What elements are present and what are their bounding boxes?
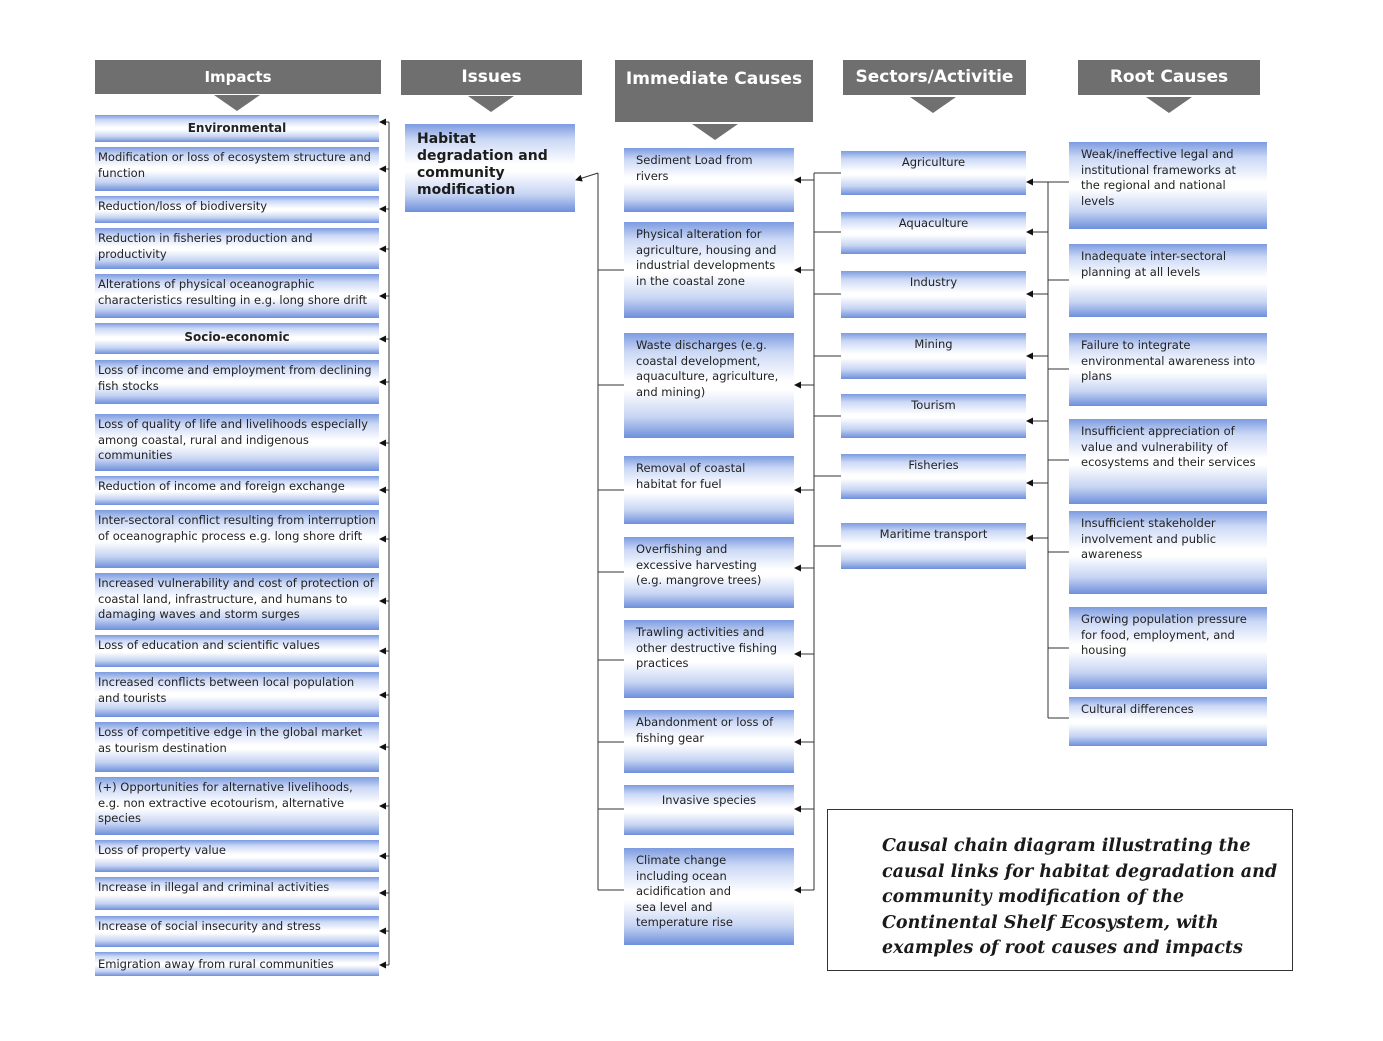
impact-item: Reduction of income and foreign exchange (95, 476, 379, 505)
impact-category-environmental: Environmental (95, 115, 379, 142)
immediate-cause-item: Removal of coastal habitat for fuel (624, 456, 794, 524)
immediate-cause-item: Overfishing and excessive harvesting (e.g. mangrove trees) (624, 537, 794, 608)
impact-item: Reduction in fisheries production and productivity (95, 228, 379, 269)
header-issues: Issues (401, 60, 582, 95)
impact-item: Inter-sectoral conflict resulting from interruption of oceanographic process e.g. long shore drift (95, 510, 379, 568)
impact-item: Loss of quality of life and livelihoods especially among coastal, rural and indigenous communities (95, 414, 379, 471)
header-impacts: Impacts (95, 60, 381, 94)
sector-item: Agriculture (841, 151, 1026, 195)
impact-category-socio-economic: Socio-economic (95, 323, 379, 354)
header-sectors: Sectors/Activitie (843, 60, 1026, 95)
impact-item: Increase of social insecurity and stress (95, 916, 379, 947)
impact-item: Reduction/loss of biodiversity (95, 196, 379, 223)
sector-item: Mining (841, 333, 1026, 379)
sector-item: Aquaculture (841, 212, 1026, 254)
root-cause-item: Failure to integrate environmental awareness into plans (1069, 333, 1267, 406)
impact-item: Increase in illegal and criminal activities (95, 877, 379, 910)
sector-item: Industry (841, 271, 1026, 318)
sector-item: Tourism (841, 394, 1026, 438)
immediate-cause-item: Waste discharges (e.g. coastal development, aquaculture, agriculture, and mining) (624, 333, 794, 438)
immediate-cause-item: Trawling activities and other destructive fishing practices (624, 620, 794, 698)
impact-item: Loss of income and employment from declining fish stocks (95, 360, 379, 404)
impact-item: Alterations of physical oceanographic characteristics resulting in e.g. long shore drift (95, 274, 379, 318)
immediate-cause-item: Climate change including ocean acidification and sea level and temperature rise (624, 848, 794, 945)
impact-item: (+) Opportunities for alternative livelihoods, e.g. non extractive ecotourism, alternative species (95, 777, 379, 835)
root-cause-item: Insufficient stakeholder involvement and public awareness (1069, 511, 1267, 594)
issue-box: Habitat degradation and community modification (405, 124, 575, 212)
immediate-cause-item: Physical alteration for agriculture, housing and industrial developments in the coastal zone (624, 222, 794, 318)
root-cause-item: Growing population pressure for food, employment, and housing (1069, 607, 1267, 689)
root-cause-item: Insufficient appreciation of value and vulnerability of ecosystems and their services (1069, 419, 1267, 504)
header-root-causes: Root Causes (1078, 60, 1260, 95)
impact-item: Loss of property value (95, 840, 379, 872)
figure-caption: Causal chain diagram illustrating the causal links for habitat degradation and community modification of the Continental Shelf Ecosystem, with examples of root causes and impacts (827, 809, 1293, 971)
immediate-cause-item: Invasive species (624, 785, 794, 835)
impact-item: Emigration away from rural communities (95, 952, 379, 976)
root-cause-item: Inadequate inter-sectoral planning at all levels (1069, 244, 1267, 317)
impact-item: Modification or loss of ecosystem structure and function (95, 147, 379, 191)
impact-item: Increased conflicts between local population and tourists (95, 672, 379, 717)
impact-item: Loss of competitive edge in the global market as tourism destination (95, 722, 379, 772)
impact-item: Increased vulnerability and cost of protection of coastal land, infrastructure, and humans to damaging waves and storm surges (95, 573, 379, 630)
root-cause-item: Weak/ineffective legal and institutional frameworks at the regional and national levels (1069, 142, 1267, 229)
immediate-cause-item: Sediment Load from rivers (624, 148, 794, 212)
header-immediate-causes: Immediate Causes (615, 60, 813, 122)
impact-item: Loss of education and scientific values (95, 635, 379, 667)
sector-item: Maritime transport (841, 523, 1026, 569)
sector-item: Fisheries (841, 454, 1026, 499)
immediate-cause-item: Abandonment or loss of fishing gear (624, 710, 794, 773)
root-cause-item: Cultural differences (1069, 697, 1267, 746)
